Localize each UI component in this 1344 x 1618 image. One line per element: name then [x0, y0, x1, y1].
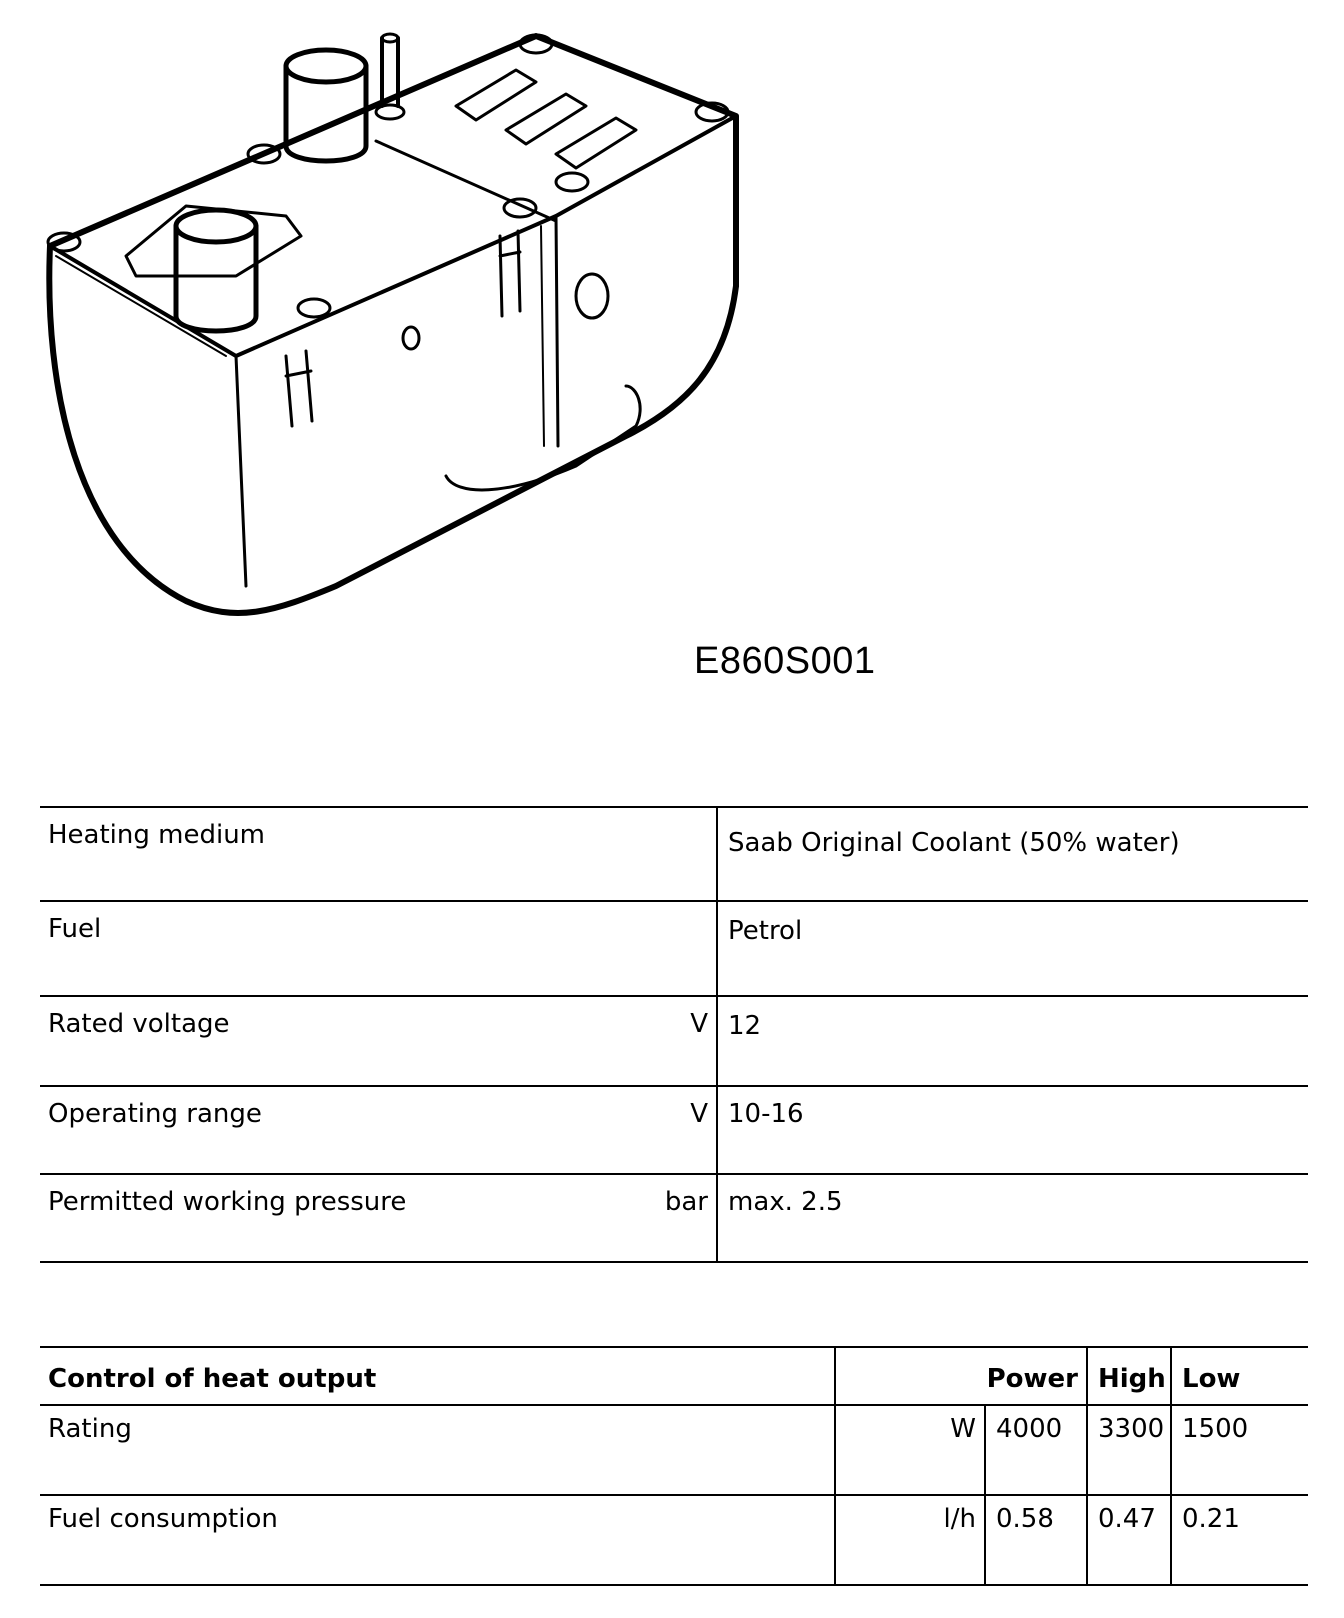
heat-output-header-row	[40, 1347, 1308, 1405]
spec-row	[40, 1086, 1308, 1174]
spec-label: Heating medium	[48, 820, 266, 850]
high-value: 0.47	[1087, 1495, 1171, 1585]
spec-label: Permitted working pressure	[48, 1187, 407, 1217]
spec-value: Petrol	[728, 916, 803, 946]
spec-row	[40, 996, 1308, 1086]
spec-unit: V	[608, 996, 717, 1086]
power-value: 0.58	[985, 1495, 1087, 1585]
row-unit: l/h	[835, 1495, 985, 1585]
heat-output-row	[40, 1405, 1308, 1495]
spec-value: max. 2.5	[728, 1187, 843, 1217]
coolant-heater-illustration	[36, 26, 776, 646]
specifications-table	[40, 806, 1308, 1263]
high-value: 3300	[1087, 1405, 1171, 1495]
spec-unit	[608, 807, 717, 901]
spec-value: 12	[728, 1011, 762, 1041]
row-label: Rating	[48, 1414, 132, 1444]
spec-row	[40, 901, 1308, 996]
heat-output-row	[40, 1495, 1308, 1585]
row-unit: W	[835, 1405, 985, 1495]
row-label: Fuel consumption	[48, 1504, 278, 1534]
spec-unit: V	[608, 1086, 717, 1174]
spec-label: Rated voltage	[48, 1009, 230, 1039]
spec-row	[40, 807, 1308, 901]
heat-output-title: Control of heat output	[48, 1364, 377, 1394]
column-header-power: Power	[835, 1347, 1087, 1405]
column-header-high: High	[1087, 1347, 1171, 1405]
spec-value: 10-16	[728, 1099, 804, 1129]
heat-output-table	[40, 1346, 1308, 1586]
low-value: 0.21	[1171, 1495, 1308, 1585]
figure-code: E860S001	[694, 640, 876, 682]
low-value: 1500	[1171, 1405, 1308, 1495]
power-value: 4000	[985, 1405, 1087, 1495]
spec-row	[40, 1174, 1308, 1262]
spec-unit: bar	[608, 1174, 717, 1262]
spec-value: Saab Original Coolant (50% water)	[728, 828, 1180, 858]
spec-unit	[608, 901, 717, 996]
spec-label: Operating range	[48, 1099, 262, 1129]
column-header-low: Low	[1171, 1347, 1308, 1405]
spec-label: Fuel	[48, 914, 102, 944]
